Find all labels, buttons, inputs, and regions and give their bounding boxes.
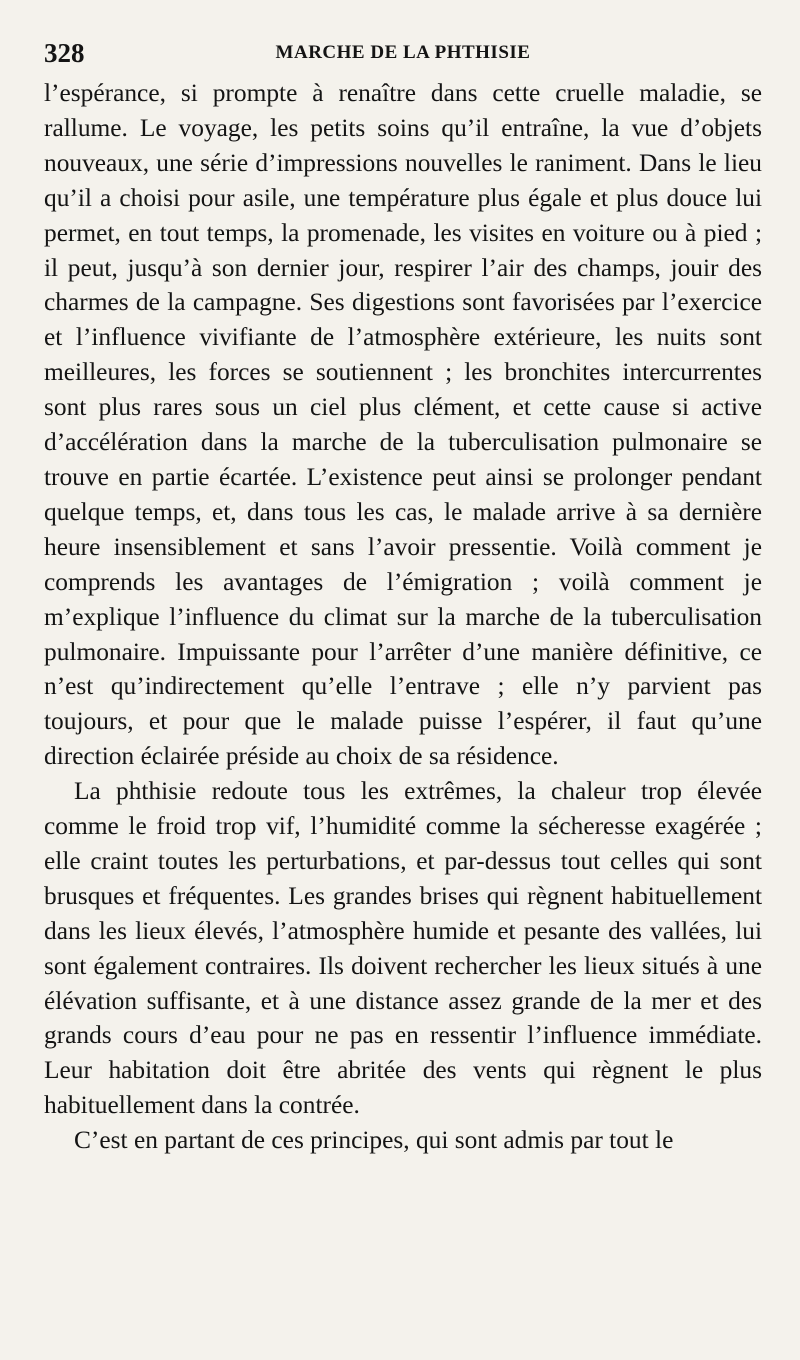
page-header xyxy=(44,28,762,76)
body-text xyxy=(44,76,762,1158)
running-head: MARCHE DE LA PHTHISIE xyxy=(275,42,531,63)
page-number: 328 xyxy=(44,38,85,68)
paragraph-2: La phthisie redoute tous les extrêmes, la chaleur trop élevée comme le froid trop vif, l’humidité comme la sécheresse exagérée ; elle craint toutes les perturbations, et par-dessus tout celles qui sont brusques et fréquentes. Les grandes brises qui règnent habituellement dans les lieux élevés, l’atmosphère humide et pesante des vallées, lui sont également contraires. Ils doivent rechercher les lieux situés à une élévation suffisante, et à une distance assez grande de la mer et des grands cours d’eau pour ne pas en ressentir l’influence immédiate. Leur habitation doit être abritée des vents qui règnent le plus habituellement dans la contrée. xyxy=(44,777,762,1120)
paragraph-3: C’est en partant de ces principes, qui sont admis par tout le xyxy=(74,1126,674,1155)
paragraph-1: l’espérance, si prompte à renaître dans cette cruelle maladie, se rallume. Le voyage, les petits soins qu’il entraîne, la vue d’objets nouveaux, une série d’impressions nouvelles le raniment. Dans le lieu qu’il a choisi pour asile, une température plus égale et plus douce lui permet, en tout temps, la promenade, les visites en voiture ou à pied ; il peut, jusqu’à son dernier jour, respirer l’air des champs, jouir des charmes de la campagne. Ses digestions sont favorisées par l’exercice et l’influence vivifiante de l’atmosphère extérieure, les nuits sont meilleures, les forces se soutiennent ; les bronchites intercurrentes sont plus rares sous un ciel plus clément, et cette cause si active d’accélération dans la marche de la tuberculisation pulmonaire se trouve en partie écartée. L’existence peut ainsi se prolonger pendant quelque temps, et, dans tous les cas, le malade arrive à sa dernière heure insensiblement et sans l’avoir pressentie. Voilà comment je comprends les avantages de l’émigration ; voilà comment je m’explique l’influence du climat sur la marche de la tuberculisation pulmonaire. Impuissante pour l’arrêter d’une manière définitive, ce n’est qu’indirectement qu’elle l’entrave ; elle n’y parvient pas toujours, et pour que le malade puisse l’espérer, il faut qu’une direction éclairée préside au choix de sa résidence. xyxy=(44,79,762,771)
